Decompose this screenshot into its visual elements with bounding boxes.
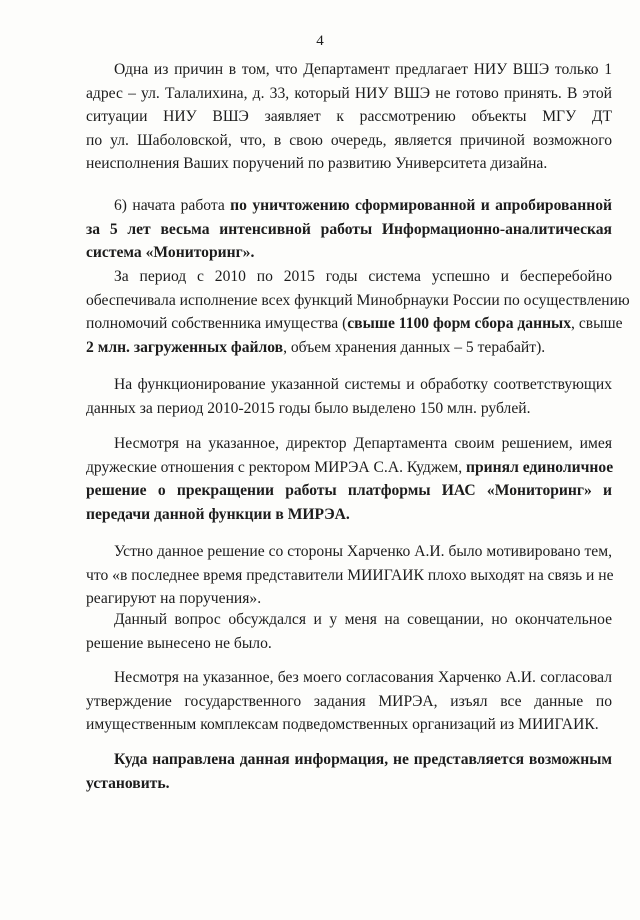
text-line: по ул. Шаболовской, что, в свою очередь, является причиной возможного — [86, 131, 612, 149]
text-line: За период с 2010 по 2015 годы система успешно и бесперебойно — [114, 268, 612, 285]
bold-text: Куда направлена данная информация, не представляется возможным — [114, 751, 612, 768]
text-line: Несмотря на указанное, директор Департамента своим решением, имея — [114, 435, 612, 452]
text-line: На функционирование указанной системы и обработку соответствующих — [114, 376, 612, 393]
paragraph-oral-motivation — [86, 540, 612, 611]
text-fragment: дружеские отношения с ректором МИРЭА С.А. Куджем, — [86, 458, 467, 476]
page-number: 4 — [316, 33, 324, 49]
text-line: данных за период 2010-2015 годы было выделено 150 млн. рублей. — [86, 399, 531, 417]
text-line: реагируют на поручения». — [86, 590, 262, 607]
text-line: Одна из причин в том, что Департамент предлагает НИУ ВШЭ только 1 — [114, 61, 612, 78]
bold-text-line: за 5 лет весьма интенсивной работы Информационно-аналитическая — [86, 220, 612, 238]
bold-text-line: передачи данной функции в МИРЭА. — [86, 505, 350, 523]
text-line: Несмотря на указанное, без моего согласования Харченко А.И. согласовал — [114, 669, 612, 686]
text-line: ситуации НИУ ВШЭ заявляет к рассмотрению объекты МГУ ДТ — [86, 108, 612, 125]
paragraph-approval — [86, 666, 612, 737]
text-fragment: , объем хранения данных – 5 терабайт). — [283, 338, 546, 356]
bold-text-line: решение о прекращении работы платформы ИАС «Мониторинг» и — [86, 482, 612, 499]
text-line: утверждение государственного задания МИРЭА, изъял все данные по — [86, 692, 612, 710]
bold-text: свыше 1100 форм сбора данных — [347, 315, 572, 332]
paragraph-funding — [86, 373, 612, 420]
paragraph-hse-address — [86, 58, 612, 176]
paragraph-meeting — [86, 608, 612, 655]
paragraph-monitoring-destruction — [86, 194, 612, 265]
text-line: что «в последнее время представители МИИГАИК плохо выходят на связь и не — [86, 566, 614, 584]
bold-text-line: система «Мониторинг». — [86, 244, 255, 261]
text-line: Данный вопрос обсуждался и у меня на совещании, но окончательное — [114, 611, 612, 628]
bold-text: 2 млн. загруженных файлов — [86, 338, 284, 356]
text-line: 6) начата работа — [114, 197, 231, 214]
text-line: имущественным комплексам подведомственных организаций из МИИГАИК. — [86, 716, 599, 733]
text-line: решение вынесено не было. — [86, 634, 272, 652]
bold-text: принял единоличное — [466, 458, 614, 476]
paragraph-conclusion — [86, 748, 612, 795]
paragraph-system-period — [86, 265, 630, 359]
bold-text-line: установить. — [86, 774, 170, 792]
text-line: адрес – ул. Талалихина, д. 33, который НИУ ВШЭ не готово принять. В этой — [86, 84, 612, 102]
text-line: Устно данное решение со стороны Харченко А.И. было мотивировано тем, — [114, 543, 612, 560]
text-fragment: полномочий собственника имущества ( — [86, 315, 348, 332]
text-line: неисполнения Ваших поручений по развитию Университета дизайна. — [86, 155, 548, 172]
text-line: обеспечивала исполнение всех функций Минобрнауки России по осуществлению — [86, 291, 630, 309]
text-fragment: , свыше — [571, 315, 623, 332]
paragraph-director-decision — [86, 432, 612, 526]
bold-text: по уничтожению сформированной и апробированной — [230, 197, 612, 214]
